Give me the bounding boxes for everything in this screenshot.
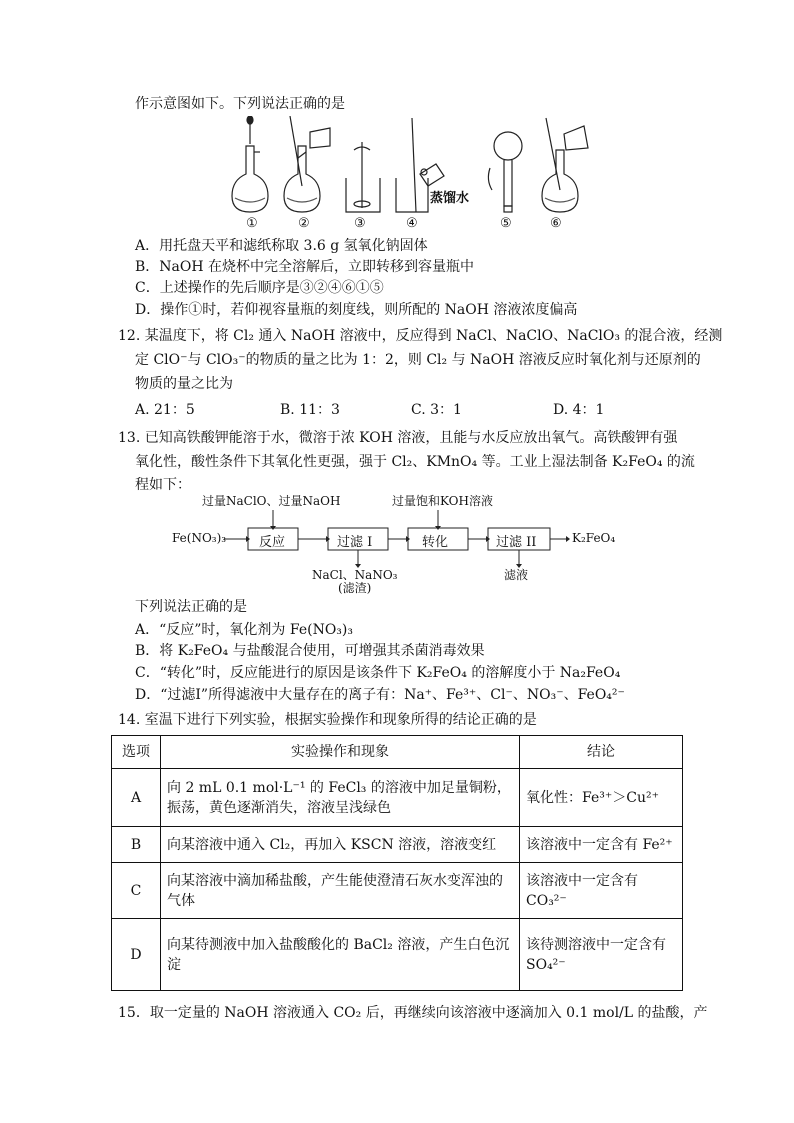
q12-line-3: 物质的量之比为: [135, 376, 233, 392]
q11-option-b: B．NaOH 在烧杯中完全溶解后，立即转移到容量瓶中: [135, 259, 475, 275]
q13-option-a: A．“反应”时，氧化剂为 Fe(NO₃)₃: [135, 622, 353, 638]
q12-line-1: 12. 某温度下，将 Cl₂ 通入 NaOH 溶液中，反应得到 NaCl、NaClO、NaClO₃ 的混合液，经测: [118, 328, 723, 344]
q12-option-c: C. 3：1: [411, 402, 462, 418]
step-label-5: ⑤: [500, 216, 512, 231]
q13-ask: 下列说法正确的是: [135, 599, 247, 615]
table-row: [112, 769, 683, 827]
q12-option-a: A. 21：5: [135, 402, 195, 418]
q12-option-b: B. 11：3: [280, 402, 340, 418]
q13-line-1: 13. 已知高铁酸钾能溶于水，微溶于浓 KOH 溶液，且能与水反应放出氧气。高铁酸钾有强: [118, 430, 678, 446]
filtrate-label: 滤液: [504, 568, 529, 582]
table-row: [112, 919, 683, 991]
step-label-2: ②: [298, 216, 310, 231]
q13-line-3: 程如下：: [135, 477, 191, 493]
step-label-4: ④: [406, 216, 418, 231]
q15-line-1: 15．取一定量的 NaOH 溶液通入 CO₂ 后，再继续向该溶液中逐滴加入 0.1 mol/L 的盐酸，产: [118, 1005, 708, 1021]
header-operation: 实验操作和现象: [161, 736, 520, 769]
row-conclusion: 该溶液中一定含有 CO₃²⁻: [520, 863, 683, 919]
experiment-table: [111, 735, 683, 991]
row-conclusion: 氧化性：Fe³⁺＞Cu²⁺: [520, 769, 683, 827]
flask-with-dropper: [232, 116, 268, 212]
table-header-row: [112, 736, 683, 769]
row-operation: 向某溶液中通入 Cl₂，再加入 KSCN 溶液，溶液变红: [161, 827, 520, 863]
q11-option-a: A．用托盘天平和滤纸称取 3.6 g 氢氧化钠固体: [135, 238, 428, 254]
label-reaction: 反应: [259, 535, 286, 550]
header-option: 选项: [112, 736, 161, 769]
q13-option-d: D．“过滤Ⅰ”所得滤液中大量存在的离子有：Na⁺、Fe³⁺、Cl⁻、NO₃⁻、FeO₄²⁻: [135, 687, 625, 703]
step-label-3: ③: [354, 216, 366, 231]
row-option: B: [112, 827, 161, 863]
flask-with-beaker: [542, 118, 588, 212]
q14-stem: 14. 室温下进行下列实验，根据实验操作和现象所得的结论正确的是: [118, 712, 537, 728]
reagent-naclo-naoh: 过量NaClO、过量NaOH: [202, 494, 341, 508]
q13-option-c: C．“转化”时，反应能进行的原因是该条件下 K₂FeO₄ 的溶解度小于 Na₂FeO₄: [135, 665, 621, 681]
flask-inverting: [488, 132, 522, 212]
beaker-stirring: [346, 142, 380, 212]
step-label-6: ⑥: [550, 216, 562, 231]
row-option: D: [112, 919, 161, 991]
table-row: [112, 827, 683, 863]
start-fe-no3: Fe(NO₃)₃: [172, 531, 227, 545]
label-filter-2: 过滤 II: [496, 535, 537, 550]
row-conclusion: 该待测溶液中一定含有 SO₄²⁻: [520, 919, 683, 991]
byproduct-salts: NaCl、NaNO₃: [312, 568, 398, 582]
q12-option-d: D. 4：1: [553, 402, 605, 418]
row-operation: 向 2 mL 0.1 mol·L⁻¹ 的 FeCl₃ 的溶液中加足量铜粉，振荡，黄色逐渐消失，溶液呈浅绿色: [161, 769, 520, 827]
label-conversion: 转化: [422, 535, 449, 550]
row-option: A: [112, 769, 161, 827]
row-operation: 向某溶液中滴加稀盐酸，产生能使澄清石灰水变浑浊的气体: [161, 863, 520, 919]
product-k2feo4: K₂FeO₄: [572, 531, 616, 545]
label-filter-1: 过滤 I: [337, 535, 373, 550]
step-label-1: ①: [246, 216, 258, 231]
q11-option-d: D．操作①时，若仰视容量瓶的刻度线，则所配的 NaOH 溶液浓度偏高: [135, 302, 578, 318]
q12-line-2: 定 ClO⁻与 ClO₃⁻的物质的量之比为 1：2，则 Cl₂ 与 NaOH 溶液反应时氧化剂与还原剂的: [135, 352, 701, 368]
row-operation: 向某待测液中加入盐酸酸化的 BaCl₂ 溶液，产生白色沉淀: [161, 919, 520, 991]
q11-option-c: C．上述操作的先后顺序是③②④⑥①⑤: [135, 280, 384, 296]
header-conclusion: 结论: [520, 736, 683, 769]
table-row: [112, 863, 683, 919]
reagent-koh: 过量饱和KOH溶液: [392, 494, 493, 508]
row-conclusion: 该溶液中一定含有 Fe²⁺: [520, 827, 683, 863]
row-option: C: [112, 863, 161, 919]
distilled-water-label: 蒸馏水: [430, 191, 470, 206]
k2feo4-process-flowchart: [170, 494, 640, 595]
q13-option-b: B．将 K₂FeO₄ 与盐酸混合使用，可增强其杀菌消毒效果: [135, 643, 485, 659]
q13-line-2: 氧化性，酸性条件下其氧化性更强，强于 Cl₂、KMnO₄ 等。工业上湿法制备 K₂FeO₄ 的流: [135, 454, 695, 470]
q11-intro: 作示意图如下。下列说法正确的是: [135, 96, 345, 112]
byproduct-residue: (滤渣): [338, 581, 372, 595]
flask-with-rod: [284, 116, 330, 212]
